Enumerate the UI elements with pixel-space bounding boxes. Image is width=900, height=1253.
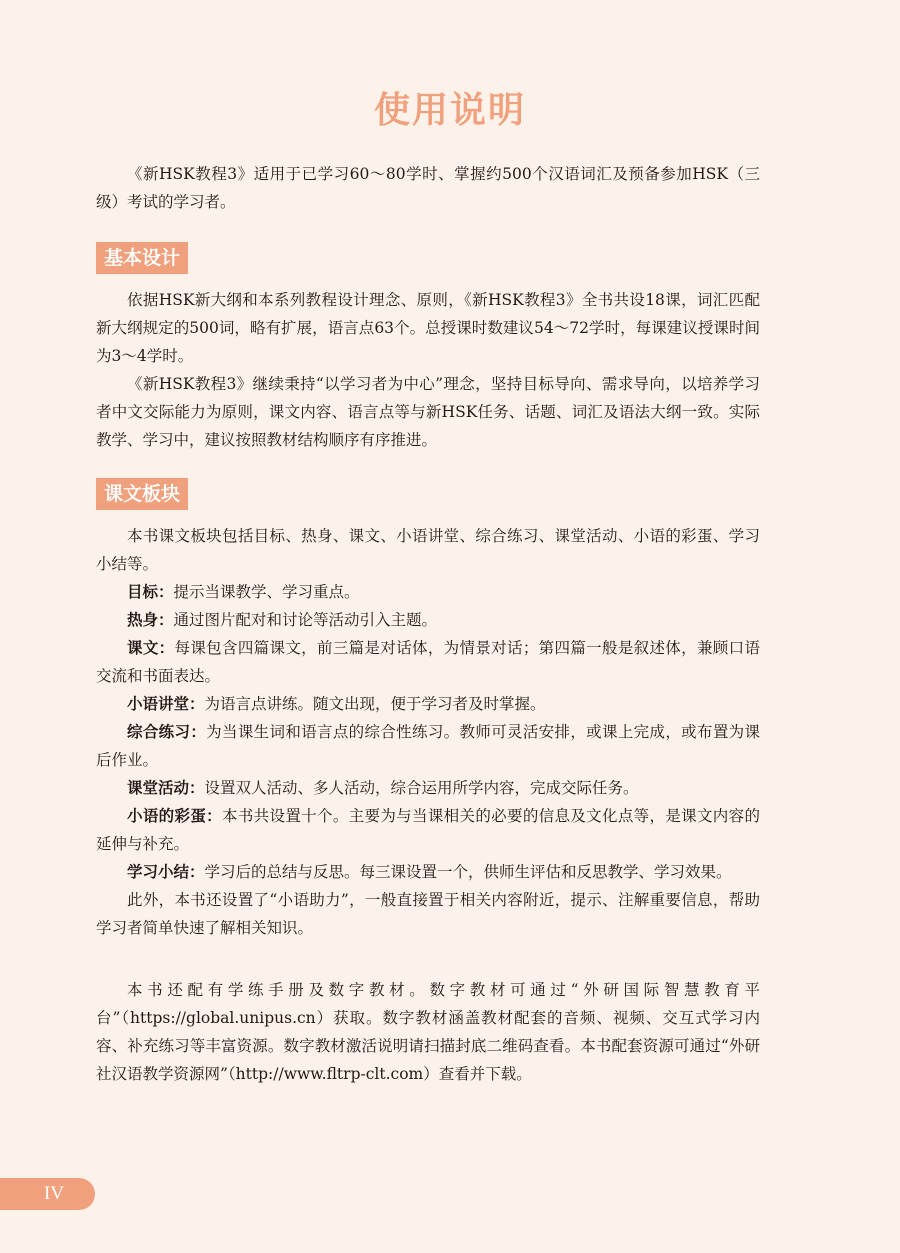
- block-item-easter-egg: [96, 802, 760, 858]
- block-term: 小语的彩蛋：: [127, 806, 222, 825]
- block-term: 课堂活动：: [127, 778, 205, 797]
- block-desc: 每课包含四篇课文，前三篇是对话体，为情景对话；第四篇一般是叙述体，兼顾口语交流和书面表达。: [96, 639, 760, 685]
- block-term: 热身：: [127, 610, 174, 629]
- page-number-tab: [0, 1178, 95, 1210]
- block-term: 目标：: [127, 582, 174, 601]
- block-item-activity: [96, 774, 760, 802]
- block-item-text: [96, 634, 760, 690]
- block-desc: 本书共设置十个。主要为与当课相关的必要的信息及文化点等，是课文内容的延伸与补充。: [96, 807, 760, 853]
- lesson-blocks-section: [96, 478, 760, 942]
- block-desc: 通过图片配对和讨论等活动引入主题。: [173, 611, 438, 629]
- intro-paragraph: 《新HSK教程3》适用于已学习60～80学时、掌握约500个汉语词汇及预备参加HSK（三级）考试的学习者。: [96, 165, 760, 211]
- block-desc: 提示当课教学、学习重点。: [173, 583, 360, 601]
- block-term: 综合练习：: [127, 722, 207, 741]
- basic-design-paragraph-2: 《新HSK教程3》继续秉持“以学习者为中心”理念，坚持目标导向、需求导向，以培养学习者中文交际能力为原则，课文内容、语言点等与新HSK任务、话题、词汇及语法大纲一致。实际教学、学习中，建议按照教材结构顺序有序推进。: [96, 375, 760, 449]
- block-desc: 为当课生词和语言点的综合性练习。教师可灵活安排，或课上完成，或布置为课后作业。: [96, 723, 760, 769]
- block-desc: 学习后的总结与反思。每三课设置一个，供师生评估和反思教学、学习效果。: [204, 863, 732, 881]
- block-item-exercise: [96, 718, 760, 774]
- lesson-blocks-closing: 此外，本书还设置了“小语助力”，一般直接置于相关内容附近，提示、注解重要信息，帮助学习者简单快速了解相关知识。: [96, 891, 760, 937]
- page-title: 使用说明: [373, 90, 526, 131]
- digital-resources-paragraph: 本书还配有学练手册及数字教材。数字教材可通过“外研国际智慧教育平台”（https://global.unipus.cn）获取。数字教材涵盖教材配套的音频、视频、交互式学习内容、补充练习等丰富资源。数字教材激活说明请扫描封底二维码查看。本书配套资源可通过“外研社汉语教学资源网”（http://www.fltrp-clt.com）查看并下载。: [96, 981, 760, 1083]
- basic-design-paragraph-1: 依据HSK新大纲和本系列教程设计理念、原则，《新HSK教程3》全书共设18课，词汇匹配新大纲规定的500词，略有扩展，语言点63个。总授课时数建议54～72学时，每课建议授课时间为3～4学时。: [96, 291, 760, 365]
- block-term: 学习小结：: [127, 862, 205, 881]
- lesson-blocks-intro: 本书课文板块包括目标、热身、课文、小语讲堂、综合练习、课堂活动、小语的彩蛋、学习小结等。: [96, 527, 760, 573]
- basic-design-section: [96, 242, 760, 454]
- block-item-summary: [96, 858, 760, 886]
- block-item-goal: [96, 578, 760, 606]
- block-term: 小语讲堂：: [127, 694, 205, 713]
- block-item-grammar: [96, 690, 760, 718]
- page-number: IV: [44, 1183, 65, 1204]
- basic-design-heading: 基本设计: [96, 242, 188, 274]
- block-desc: 设置双人活动、多人活动，综合运用所学内容，完成交际任务。: [204, 779, 639, 797]
- page-content: [96, 160, 760, 1088]
- lesson-blocks-heading: 课文板块: [96, 478, 188, 510]
- block-desc: 为语言点讲练。随文出现，便于学习者及时掌握。: [204, 695, 546, 713]
- block-term: 课文：: [127, 638, 175, 657]
- block-item-warmup: [96, 606, 760, 634]
